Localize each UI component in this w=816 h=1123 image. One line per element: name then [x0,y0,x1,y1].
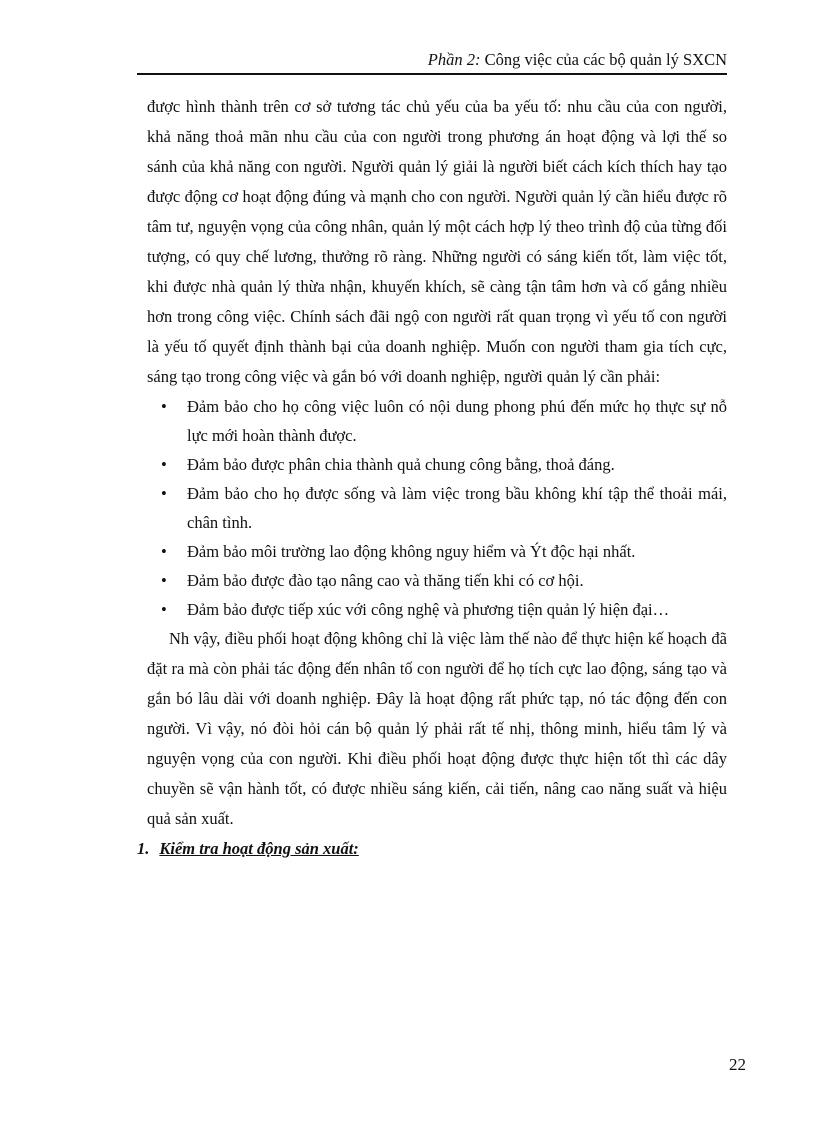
body-paragraph-1: được hình thành trên cơ sở tương tác chủ yếu của ba yếu tố: nhu cầu của con người, khả năng thoả mãn nhu cầu của con người trong phương án hoạt động và lợi thế so sánh của khả năng con người. Người quản lý giải là người biết cách kích thích hay tạo được động cơ hoạt động đúng và mạnh cho con người. Người quản lý cần hiểu được rõ tâm tư, nguyện vọng của công nhân, quản lý một cách hợp lý theo trình độ của từng đối tượng, có quy chế lương, thưởng rõ ràng. Những người có sáng kiến tốt, làm việc tốt, khi được nhà quản lý thừa nhận, khuyến khích, sẽ càng tận tâm hơn và cố gắng nhiều hơn trong công việc. Chính sách đãi ngộ con người rất quan trọng vì yếu tố con người là yếu tố quyết định thành bại của doanh nghiệp. Muốn con người tham gia tích cực, sáng tạo trong công việc và gắn bó với doanh nghiệp, người quản lý cần phải: [147,97,727,386]
header-divider [137,73,727,75]
list-item [137,479,727,537]
bullet-icon: • [161,542,167,561]
list-item-text: Đảm bảo được đào tạo nâng cao và thăng tiến khi có cơ hội. [187,571,584,590]
bullet-icon: • [161,397,167,416]
section-title: Kiểm tra hoạt động sản xuất: [159,839,359,858]
page-body [137,92,727,864]
list-item [137,450,727,479]
requirements-list [137,392,727,624]
page-number: 22 [729,1055,746,1074]
running-header [137,50,727,70]
bullet-icon: • [161,484,167,503]
bullet-icon: • [161,455,167,474]
list-item [137,537,727,566]
list-item [137,392,727,450]
list-item-text: Đảm bảo cho họ công việc luôn có nội dung phong phú đến mức họ thực sự nỗ lực mới hoàn thành được. [187,397,727,445]
list-item-text: Đảm bảo được tiếp xúc với công nghệ và phương tiện quản lý hiện đại… [187,600,670,619]
list-item-text: Đảm bảo môi trường lao động không nguy hiểm và Ýt độc hại nhất. [187,542,636,561]
header-title: Công việc của các bộ quản lý SXCN [484,50,727,69]
list-item-text: Đảm bảo cho họ được sống và làm việc trong bầu không khí tập thể thoải mái, chân tình. [187,484,727,532]
body-paragraph-2: Nh vậy, điều phối hoạt động không chỉ là việc làm thế nào để thực hiện kế hoạch đã đặt ra mà còn phải tác động đến nhân tố con người để họ tích cực lao động, sáng tạo và gắn bó lâu dài với doanh nghiệp. Đây là hoạt động rất phức tạp, nó tác động đến con người. Vì vậy, nó đòi hỏi cán bộ quản lý phải rất tế nhị, thông minh, hiểu tâm lý và nguyện vọng của con người. Khi điều phối hoạt động được thực hiện tốt thì các dây chuyền sẽ vận hành tốt, có được nhiều sáng kiến, cải tiến, nâng cao năng suất và hiệu quả sản xuất. [147,629,727,828]
header-part-label: Phần 2: [427,50,481,69]
list-item-text: Đảm bảo được phân chia thành quả chung công bằng, thoả đáng. [187,455,615,474]
list-item [137,595,727,624]
section-number: 1. [137,839,150,858]
bullet-icon: • [161,571,167,590]
list-item [137,566,727,595]
section-heading [137,834,727,864]
bullet-icon: • [161,600,167,619]
